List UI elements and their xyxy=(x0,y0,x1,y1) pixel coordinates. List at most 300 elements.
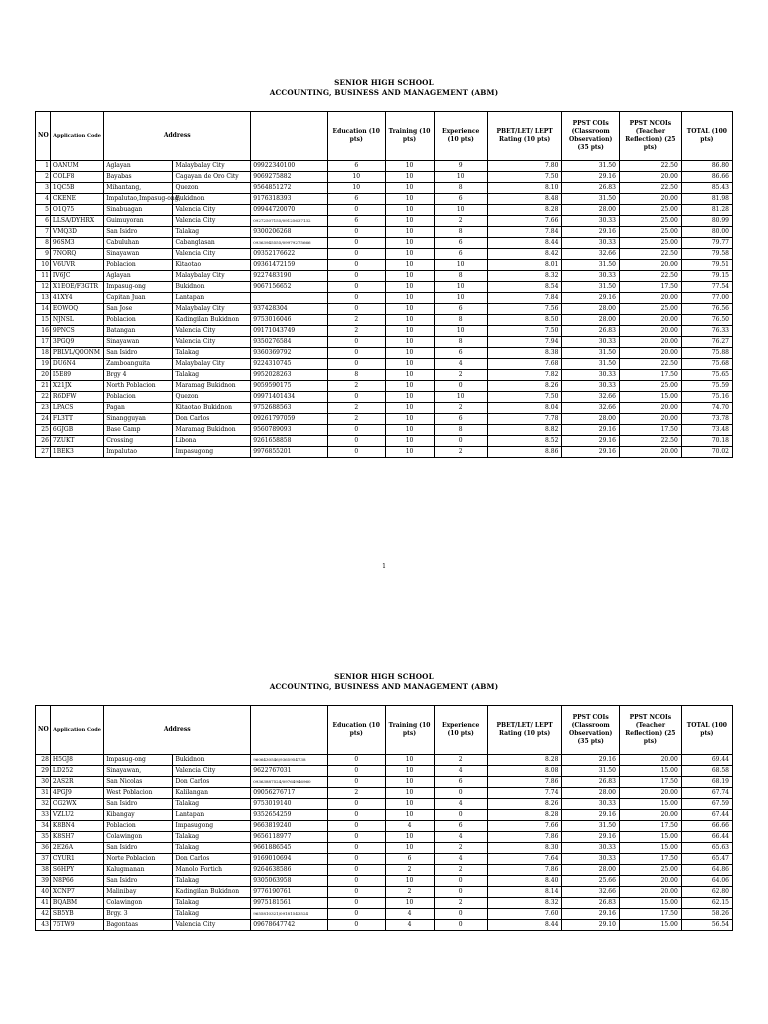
cell-total: 67.44 xyxy=(681,810,732,821)
cell-tr: 10 xyxy=(385,447,434,458)
cell-exp: 10 xyxy=(434,392,487,403)
cell-phone: 9305063958 xyxy=(251,876,328,887)
cell-pbet: 7.78 xyxy=(487,414,562,425)
cell-total: 67.74 xyxy=(681,788,732,799)
cell-cois: 29.16 xyxy=(562,172,620,183)
cell-city: Valencia City xyxy=(173,205,251,216)
cell-brgy: Zamboanguita xyxy=(104,359,173,370)
cell-exp: 0 xyxy=(434,788,487,799)
cell-pbet: 8.50 xyxy=(487,315,562,326)
cell-no: 25 xyxy=(36,425,51,436)
cell-exp: 6 xyxy=(434,777,487,788)
cell-ncois: 20.00 xyxy=(619,326,681,337)
cell-no: 13 xyxy=(36,293,51,304)
cell-total: 79.51 xyxy=(681,260,732,271)
cell-tr: 10 xyxy=(385,788,434,799)
cell-city: Manolo Fortich xyxy=(173,865,251,876)
cell-brgy: Norte Poblacion xyxy=(104,854,173,865)
cell-exp: 0 xyxy=(434,909,487,920)
cell-city: Malaybalay City xyxy=(173,271,251,282)
cell-phone: 9661886545 xyxy=(251,843,328,854)
cell-city: Maramag Bukidnon xyxy=(173,381,251,392)
table-row xyxy=(36,788,733,799)
cell-edu: 0 xyxy=(327,249,385,260)
cell-exp: 8 xyxy=(434,337,487,348)
cell-code: O1Q75 xyxy=(50,205,103,216)
table-row xyxy=(36,832,733,843)
cell-cois: 28.00 xyxy=(562,315,620,326)
cell-total: 70.18 xyxy=(681,436,732,447)
cell-brgy: Bagontaas xyxy=(104,920,173,931)
cell-no: 42 xyxy=(36,909,51,920)
cell-pbet: 8.32 xyxy=(487,898,562,909)
cell-code: LLSA/DYHRX xyxy=(50,216,103,227)
cell-phone: 9067156652 xyxy=(251,282,328,293)
col-phone xyxy=(251,112,328,161)
cell-cois: 32.66 xyxy=(562,887,620,898)
table-row xyxy=(36,777,733,788)
table-body-1 xyxy=(36,161,733,458)
cell-edu: 0 xyxy=(327,777,385,788)
cell-tr: 10 xyxy=(385,755,434,766)
cell-edu: 2 xyxy=(327,381,385,392)
cell-total: 85.43 xyxy=(681,183,732,194)
cell-cois: 30.33 xyxy=(562,238,620,249)
cell-code: 2AS2R xyxy=(50,777,103,788)
table-row xyxy=(36,326,733,337)
cell-edu: 0 xyxy=(327,799,385,810)
cell-exp: 6 xyxy=(434,194,487,205)
cell-brgy: Malinibay xyxy=(104,887,173,898)
cell-code: 9PNCS xyxy=(50,326,103,337)
cell-city: Valencia City xyxy=(173,920,251,931)
cell-brgy: Poblacion xyxy=(104,260,173,271)
cell-edu: 0 xyxy=(327,205,385,216)
cell-tr: 10 xyxy=(385,326,434,337)
cell-tr: 10 xyxy=(385,381,434,392)
cell-brgy: Poblacion xyxy=(104,315,173,326)
cell-ncois: 25.00 xyxy=(619,227,681,238)
cell-phone: 9069275882 xyxy=(251,172,328,183)
cell-phone: 9976855201 xyxy=(251,447,328,458)
cell-cois: 28.00 xyxy=(562,205,620,216)
table-row xyxy=(36,161,733,172)
cell-total: 76.56 xyxy=(681,304,732,315)
cell-ncois: 15.00 xyxy=(619,843,681,854)
cell-tr: 10 xyxy=(385,249,434,260)
cell-no: 20 xyxy=(36,370,51,381)
cell-ncois: 22.50 xyxy=(619,359,681,370)
cell-pbet: 7.94 xyxy=(487,337,562,348)
cell-exp: 2 xyxy=(434,898,487,909)
cell-pbet: 8.48 xyxy=(487,194,562,205)
table-row xyxy=(36,865,733,876)
cell-pbet: 7.86 xyxy=(487,777,562,788)
cell-cois: 29.16 xyxy=(562,832,620,843)
cell-tr: 10 xyxy=(385,216,434,227)
cell-brgy: Sinayawan xyxy=(104,337,173,348)
table-row xyxy=(36,821,733,832)
cell-exp: 0 xyxy=(434,810,487,821)
cell-code: 6GJGB xyxy=(50,425,103,436)
cell-cois: 31.50 xyxy=(562,282,620,293)
table-row xyxy=(36,293,733,304)
cell-exp: 2 xyxy=(434,865,487,876)
cell-phone: 9261658858 xyxy=(251,436,328,447)
cell-edu: 10 xyxy=(327,172,385,183)
cell-exp: 0 xyxy=(434,887,487,898)
cell-code: BQABM xyxy=(50,898,103,909)
cell-exp: 6 xyxy=(434,304,487,315)
table-row xyxy=(36,909,733,920)
cell-cois: 28.00 xyxy=(562,414,620,425)
cell-code: XCNP7 xyxy=(50,887,103,898)
cell-phone: 9753016046 xyxy=(251,315,328,326)
cell-city: Kadingilan Bukidnon xyxy=(173,887,251,898)
table-row xyxy=(36,194,733,205)
cell-edu: 0 xyxy=(327,425,385,436)
cell-edu: 0 xyxy=(327,282,385,293)
table-row xyxy=(36,887,733,898)
col-phone xyxy=(251,706,328,755)
cell-city: Maramag Bukidnon xyxy=(173,425,251,436)
cell-city: Malaybalay City xyxy=(173,304,251,315)
cell-brgy: Aglayan xyxy=(104,271,173,282)
cell-pbet: 8.10 xyxy=(487,183,562,194)
cell-phone: 9560789093 xyxy=(251,425,328,436)
cell-total: 77.00 xyxy=(681,293,732,304)
cell-no: 2 xyxy=(36,172,51,183)
cell-tr: 10 xyxy=(385,777,434,788)
cell-cois: 25.66 xyxy=(562,876,620,887)
cell-brgy: Base Camp xyxy=(104,425,173,436)
cell-city: Don Carlos xyxy=(173,777,251,788)
cell-exp: 8 xyxy=(434,183,487,194)
cell-phone: 9656118977 xyxy=(251,832,328,843)
cell-ncois: 15.00 xyxy=(619,920,681,931)
cell-tr: 10 xyxy=(385,876,434,887)
cell-exp: 10 xyxy=(434,205,487,216)
cell-code: IV6JC xyxy=(50,271,103,282)
cell-exp: 10 xyxy=(434,172,487,183)
cell-city: Valencia City xyxy=(173,337,251,348)
cell-pbet: 8.38 xyxy=(487,348,562,359)
cell-ncois: 25.00 xyxy=(619,304,681,315)
cell-ncois: 17.50 xyxy=(619,854,681,865)
cell-brgy: Kalugmanan xyxy=(104,865,173,876)
table-row xyxy=(36,403,733,414)
cell-edu: 0 xyxy=(327,865,385,876)
cell-edu: 2 xyxy=(327,414,385,425)
cell-city: Kalilangan xyxy=(173,788,251,799)
col-app-code: Application Code xyxy=(50,112,103,161)
cell-ncois: 20.00 xyxy=(619,447,681,458)
cell-phone: 09971401434 xyxy=(251,392,328,403)
table-row xyxy=(36,271,733,282)
col-education: Education (10 pts) xyxy=(327,706,385,755)
cell-brgy: Mihantang, xyxy=(104,183,173,194)
cell-pbet: 7.84 xyxy=(487,227,562,238)
cell-total: 56.54 xyxy=(681,920,732,931)
cell-phone: 9622767031 xyxy=(251,766,328,777)
cell-code: DU6N4 xyxy=(50,359,103,370)
cell-exp: 9 xyxy=(434,161,487,172)
cell-no: 1 xyxy=(36,161,51,172)
cell-total: 62.15 xyxy=(681,898,732,909)
cell-cois: 30.33 xyxy=(562,271,620,282)
cell-ncois: 15.00 xyxy=(619,799,681,810)
table-row xyxy=(36,260,733,271)
cell-ncois: 20.00 xyxy=(619,403,681,414)
cell-phone: 9752688563 xyxy=(251,403,328,414)
cell-brgy: San Isidro xyxy=(104,348,173,359)
cell-pbet: 8.42 xyxy=(487,249,562,260)
cell-tr: 6 xyxy=(385,854,434,865)
cell-ncois: 20.00 xyxy=(619,887,681,898)
cell-edu: 0 xyxy=(327,832,385,843)
cell-tr: 10 xyxy=(385,271,434,282)
cell-ncois: 15.00 xyxy=(619,766,681,777)
cell-phone: 09678647742 xyxy=(251,920,328,931)
cell-pbet: 7.68 xyxy=(487,359,562,370)
cell-city: Don Carlos xyxy=(173,414,251,425)
cell-ncois: 17.50 xyxy=(619,909,681,920)
cell-tr: 10 xyxy=(385,172,434,183)
cell-no: 23 xyxy=(36,403,51,414)
cell-exp: 2 xyxy=(434,447,487,458)
cell-cois: 29.10 xyxy=(562,920,620,931)
cell-no: 11 xyxy=(36,271,51,282)
cell-city: Valencia City xyxy=(173,216,251,227)
cell-ncois: 15.00 xyxy=(619,832,681,843)
cell-city: Talakag xyxy=(173,348,251,359)
cell-cois: 30.33 xyxy=(562,843,620,854)
cell-exp: 10 xyxy=(434,326,487,337)
cell-exp: 2 xyxy=(434,843,487,854)
cell-code: COLF8 xyxy=(50,172,103,183)
cell-pbet: 7.50 xyxy=(487,392,562,403)
cell-brgy: Impalutao xyxy=(104,447,173,458)
cell-brgy: San Isidro xyxy=(104,799,173,810)
cell-exp: 6 xyxy=(434,238,487,249)
cell-code: VZLU2 xyxy=(50,810,103,821)
cell-pbet: 7.60 xyxy=(487,909,562,920)
cell-no: 29 xyxy=(36,766,51,777)
cell-cois: 28.00 xyxy=(562,304,620,315)
cell-pbet: 7.64 xyxy=(487,854,562,865)
cell-total: 76.50 xyxy=(681,315,732,326)
cell-phone: 9264638586 xyxy=(251,865,328,876)
cell-pbet: 8.32 xyxy=(487,271,562,282)
cell-code: FL3TT xyxy=(50,414,103,425)
cell-total: 75.65 xyxy=(681,370,732,381)
cell-pbet: 8.28 xyxy=(487,810,562,821)
cell-cois: 29.16 xyxy=(562,227,620,238)
cell-cois: 29.16 xyxy=(562,436,620,447)
table-row xyxy=(36,876,733,887)
cell-edu: 0 xyxy=(327,843,385,854)
cell-phone: 9753019140 xyxy=(251,799,328,810)
table-row xyxy=(36,249,733,260)
cell-ncois: 20.00 xyxy=(619,755,681,766)
col-ncois: PPST NCOIs (Teacher Reflection) (25 pts) xyxy=(619,706,681,755)
cell-total: 68.58 xyxy=(681,766,732,777)
cell-ncois: 20.00 xyxy=(619,315,681,326)
cell-code: CYUR1 xyxy=(50,854,103,865)
cell-code: 7NORQ xyxy=(50,249,103,260)
cell-city: Quezon xyxy=(173,183,251,194)
cell-phone: 09922340100 xyxy=(251,161,328,172)
cell-tr: 10 xyxy=(385,425,434,436)
cell-no: 18 xyxy=(36,348,51,359)
cell-city: Talakag xyxy=(173,832,251,843)
cell-edu: 0 xyxy=(327,887,385,898)
cell-brgy: Sinayawan, xyxy=(104,766,173,777)
cell-tr: 10 xyxy=(385,898,434,909)
cell-exp: 4 xyxy=(434,832,487,843)
cell-cois: 28.00 xyxy=(562,788,620,799)
cell-edu: 0 xyxy=(327,898,385,909)
cell-ncois: 25.00 xyxy=(619,238,681,249)
cell-city: Bukidnon xyxy=(173,194,251,205)
cell-exp: 0 xyxy=(434,920,487,931)
cell-no: 30 xyxy=(36,777,51,788)
cell-tr: 4 xyxy=(385,821,434,832)
cell-total: 76.33 xyxy=(681,326,732,337)
cell-total: 79.15 xyxy=(681,271,732,282)
cell-city: Malaybalay City xyxy=(173,161,251,172)
cell-no: 4 xyxy=(36,194,51,205)
cell-cois: 30.33 xyxy=(562,799,620,810)
cell-phone: 9352654259 xyxy=(251,810,328,821)
cell-tr: 10 xyxy=(385,238,434,249)
cell-no: 24 xyxy=(36,414,51,425)
cell-no: 7 xyxy=(36,227,51,238)
cell-exp: 6 xyxy=(434,821,487,832)
cell-exp: 4 xyxy=(434,799,487,810)
cell-tr: 10 xyxy=(385,205,434,216)
cell-brgy: San Isidro xyxy=(104,843,173,854)
cell-city: Cabanglasan xyxy=(173,238,251,249)
cell-city: Don Carlos xyxy=(173,854,251,865)
cell-total: 76.27 xyxy=(681,337,732,348)
title-line2: ACCOUNTING, BUSINESS AND MANAGEMENT (ABM) xyxy=(269,88,499,97)
cell-cois: 29.16 xyxy=(562,447,620,458)
table-row xyxy=(36,337,733,348)
cell-cois: 31.50 xyxy=(562,766,620,777)
cell-tr: 10 xyxy=(385,436,434,447)
cell-code: 41XY4 xyxy=(50,293,103,304)
col-address: Address xyxy=(104,706,251,755)
cell-exp: 2 xyxy=(434,755,487,766)
cell-total: 86.66 xyxy=(681,172,732,183)
cell-code: K8BN4 xyxy=(50,821,103,832)
cell-edu: 0 xyxy=(327,392,385,403)
cell-total: 75.88 xyxy=(681,348,732,359)
cell-tr: 10 xyxy=(385,832,434,843)
cell-city: Talakag xyxy=(173,799,251,810)
cell-ncois: 17.50 xyxy=(619,282,681,293)
cell-pbet: 8.54 xyxy=(487,282,562,293)
cell-edu: 2 xyxy=(327,326,385,337)
title-line1-p2: SENIOR HIGH SCHOOL xyxy=(334,672,434,681)
cell-tr: 10 xyxy=(385,194,434,205)
cell-ncois: 25.00 xyxy=(619,381,681,392)
cell-pbet: 8.04 xyxy=(487,403,562,414)
cell-total: 69.44 xyxy=(681,755,732,766)
cell-cois: 28.00 xyxy=(562,865,620,876)
cell-total: 74.70 xyxy=(681,403,732,414)
cell-exp: 10 xyxy=(434,260,487,271)
cell-code: I5E89 xyxy=(50,370,103,381)
cell-edu: 0 xyxy=(327,447,385,458)
cell-phone: 9360369792 xyxy=(251,348,328,359)
cell-edu: 0 xyxy=(327,227,385,238)
cell-exp: 8 xyxy=(434,271,487,282)
cell-code: NJNSL xyxy=(50,315,103,326)
cell-pbet: 8.52 xyxy=(487,436,562,447)
cell-no: 28 xyxy=(36,755,51,766)
cell-brgy: Impasug-ong xyxy=(104,755,173,766)
cell-total: 77.54 xyxy=(681,282,732,293)
cell-edu: 6 xyxy=(327,161,385,172)
cell-tr: 4 xyxy=(385,909,434,920)
cell-ncois: 17.50 xyxy=(619,777,681,788)
cell-edu: 0 xyxy=(327,766,385,777)
cell-no: 5 xyxy=(36,205,51,216)
ranking-table-1 xyxy=(35,111,733,458)
table-row xyxy=(36,447,733,458)
cell-edu: 0 xyxy=(327,260,385,271)
table-row xyxy=(36,766,733,777)
cell-cois: 32.66 xyxy=(562,249,620,260)
cell-city: Impasugong xyxy=(173,821,251,832)
cell-ncois: 22.50 xyxy=(619,436,681,447)
cell-pbet: 7.86 xyxy=(487,865,562,876)
cell-ncois: 17.50 xyxy=(619,425,681,436)
cell-total: 80.00 xyxy=(681,227,732,238)
cell-code: OANUM xyxy=(50,161,103,172)
cell-city: Bukidnon xyxy=(173,282,251,293)
table-body-2 xyxy=(36,755,733,931)
cell-brgy: Poblacion xyxy=(104,821,173,832)
table-row xyxy=(36,843,733,854)
cell-edu: 0 xyxy=(327,854,385,865)
cell-phone: 09363945555/09979275666 xyxy=(251,238,328,249)
cell-edu: 0 xyxy=(327,810,385,821)
cell-pbet: 7.66 xyxy=(487,216,562,227)
cell-code: H5GJ8 xyxy=(50,755,103,766)
cell-pbet: 8.40 xyxy=(487,876,562,887)
cell-brgy: Pagan xyxy=(104,403,173,414)
cell-brgy: Batangan xyxy=(104,326,173,337)
cell-pbet: 8.26 xyxy=(487,381,562,392)
cell-ncois: 20.00 xyxy=(619,172,681,183)
cell-tr: 4 xyxy=(385,920,434,931)
cell-tr: 10 xyxy=(385,161,434,172)
cell-ncois: 25.00 xyxy=(619,216,681,227)
cell-pbet: 8.30 xyxy=(487,843,562,854)
cell-brgy: San Nicolas xyxy=(104,777,173,788)
cell-pbet: 7.50 xyxy=(487,172,562,183)
cell-edu: 10 xyxy=(327,183,385,194)
cell-total: 80.99 xyxy=(681,216,732,227)
cell-no: 43 xyxy=(36,920,51,931)
cell-pbet: 8.14 xyxy=(487,887,562,898)
col-education: Education (10 pts) xyxy=(327,112,385,161)
cell-no: 16 xyxy=(36,326,51,337)
cell-ncois: 20.00 xyxy=(619,194,681,205)
